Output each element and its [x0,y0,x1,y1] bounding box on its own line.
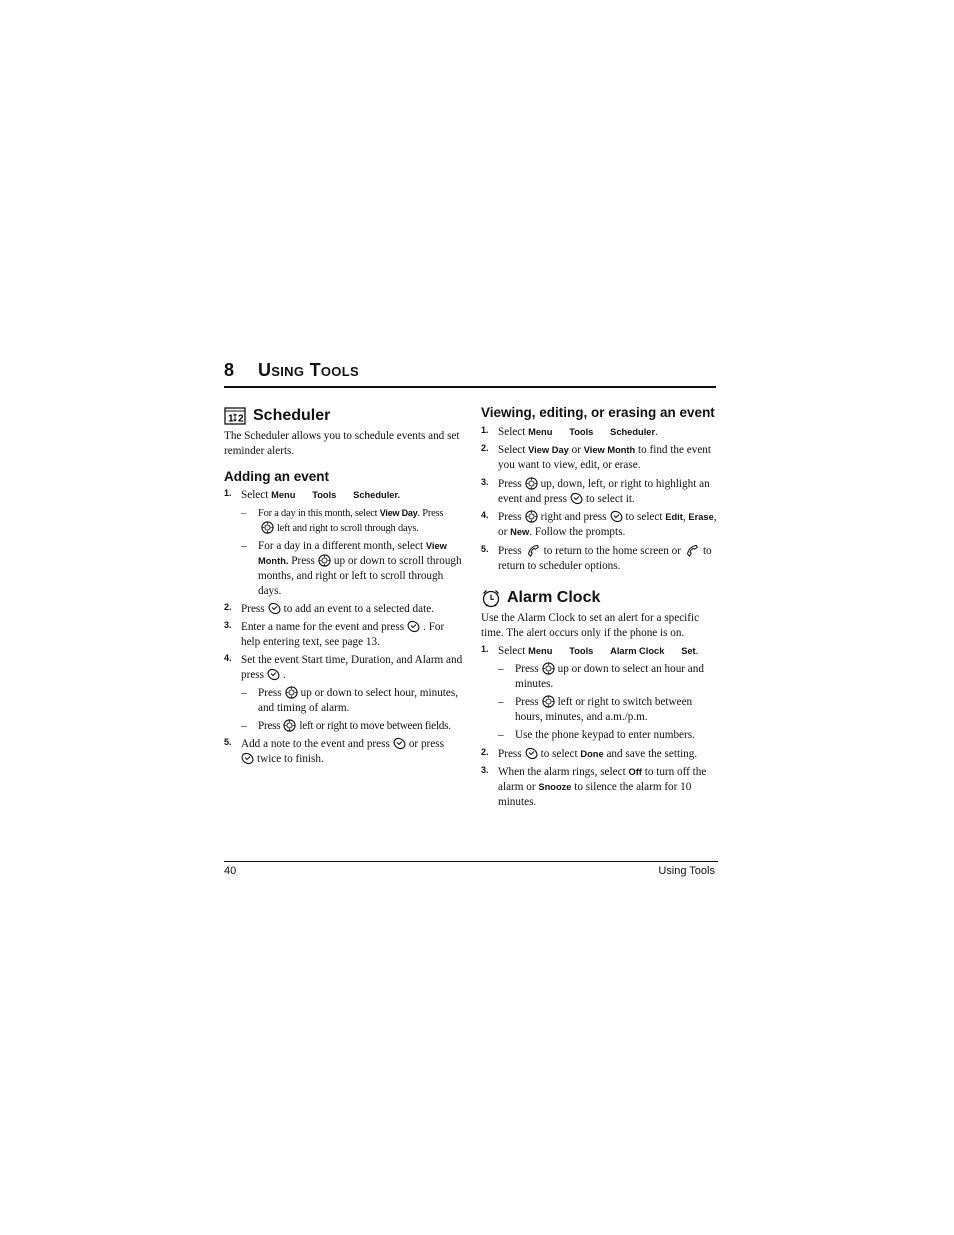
ok-key-icon [267,668,280,681]
ok-key-icon [407,620,420,633]
adding-substep-select-hour: – Press up or down to select hour, minutes, and timing of alarm. [241,687,459,714]
nav-key-icon [525,477,538,490]
viewing-step-4: 4. Press right and press to select Edit, Erase, or New. Follow the prompts. [481,510,717,538]
nav-key-icon [318,554,331,567]
ok-key-icon [525,747,538,760]
end-key-icon [525,544,541,557]
alarm-substep-hour: – Press up or down to select an hour and minutes. [498,663,704,690]
ok-key-icon [570,492,583,505]
ok-key-icon [610,510,623,523]
scheduler-icon [224,407,246,425]
svg-text:2: 2 [238,413,244,425]
left-column [224,404,464,767]
adding-substep-view-month: – For a day in a different month, select View Month. Press up or down to scroll through months, and right or left to scroll through days. [241,540,462,597]
alarm-substep-keypad: – Use the phone keypad to enter numbers. [498,729,695,741]
adding-step-2: 2. Press to add an event to a selected date. [224,602,434,615]
page-number: 40 [224,865,237,877]
nav-key-icon [542,662,555,675]
alarm-step-1: 1. Select Menu Tools Alarm Clock Set. [481,644,699,657]
nav-key-icon [261,521,274,534]
chapter-header [224,360,716,388]
chapter-number: 8 [224,360,235,380]
alarm-intro: Use the Alarm Clock to set an alert for a specific time. The alert occurs only if the phone is on. [481,612,700,639]
ok-key-icon [393,737,406,750]
scheduler-heading [224,404,464,428]
adding-step-5: 5. Add a note to the event and press or press twice to finish. [224,737,444,765]
alarm-step-2: 2. Press to select Done and save the setting. [481,747,698,760]
back-key-icon [684,544,700,557]
alarm-clock-icon [481,588,501,608]
viewing-event-heading: Viewing, editing, or erasing an event [481,405,715,420]
scheduler-intro: The Scheduler allows you to schedule events and set reminder alerts. [224,430,460,457]
viewing-step-5: 5. Press to return to the home screen or to return to scheduler options. [481,544,712,572]
adding-event-heading: Adding an event [224,469,330,484]
adding-substep-view-day: – For a day in this month, select View Day. Press left and right to scroll through days. [241,508,444,534]
alarm-step-3: 3. When the alarm rings, select Off to turn off the alarm or Snooze to silence the alarm for 10 minutes. [481,765,707,808]
svg-text:1: 1 [228,413,234,425]
nav-key-icon [283,719,296,732]
viewing-step-2: 2. Select View Day or View Month to find the event you want to view, edit, or erase. [481,443,712,471]
scheduler-title: Scheduler [253,407,331,424]
alarm-clock-heading [481,586,721,610]
footer-section: Using Tools [658,865,715,877]
adding-step-4: 4. Set the event Start time, Duration, and Alarm and press . [224,653,463,681]
nav-key-icon [285,686,298,699]
right-column [481,404,721,810]
ok-key-icon [241,752,254,765]
viewing-step-1: 1. Select Menu Tools Scheduler. [481,425,658,438]
alarm-substep-switch: – Press left or right to switch between hours, minutes, and a.m./p.m. [498,696,693,723]
nav-key-icon [542,695,555,708]
alarm-clock-title: Alarm Clock [507,589,601,606]
viewing-step-3: 3. Press up, down, left, or right to highlight an event and press to select it. [481,477,710,505]
chapter-title: Using Tools [258,360,359,380]
adding-step-3: 3. Enter a name for the event and press . For help entering text, see page 13. [224,620,445,648]
adding-step-1: 1. Select Menu Tools Scheduler. [224,488,401,501]
ok-key-icon [268,602,281,615]
nav-key-icon [525,510,538,523]
page-footer [224,861,718,877]
adding-substep-move-fields: – Press left or right to move between fields. [241,720,451,732]
